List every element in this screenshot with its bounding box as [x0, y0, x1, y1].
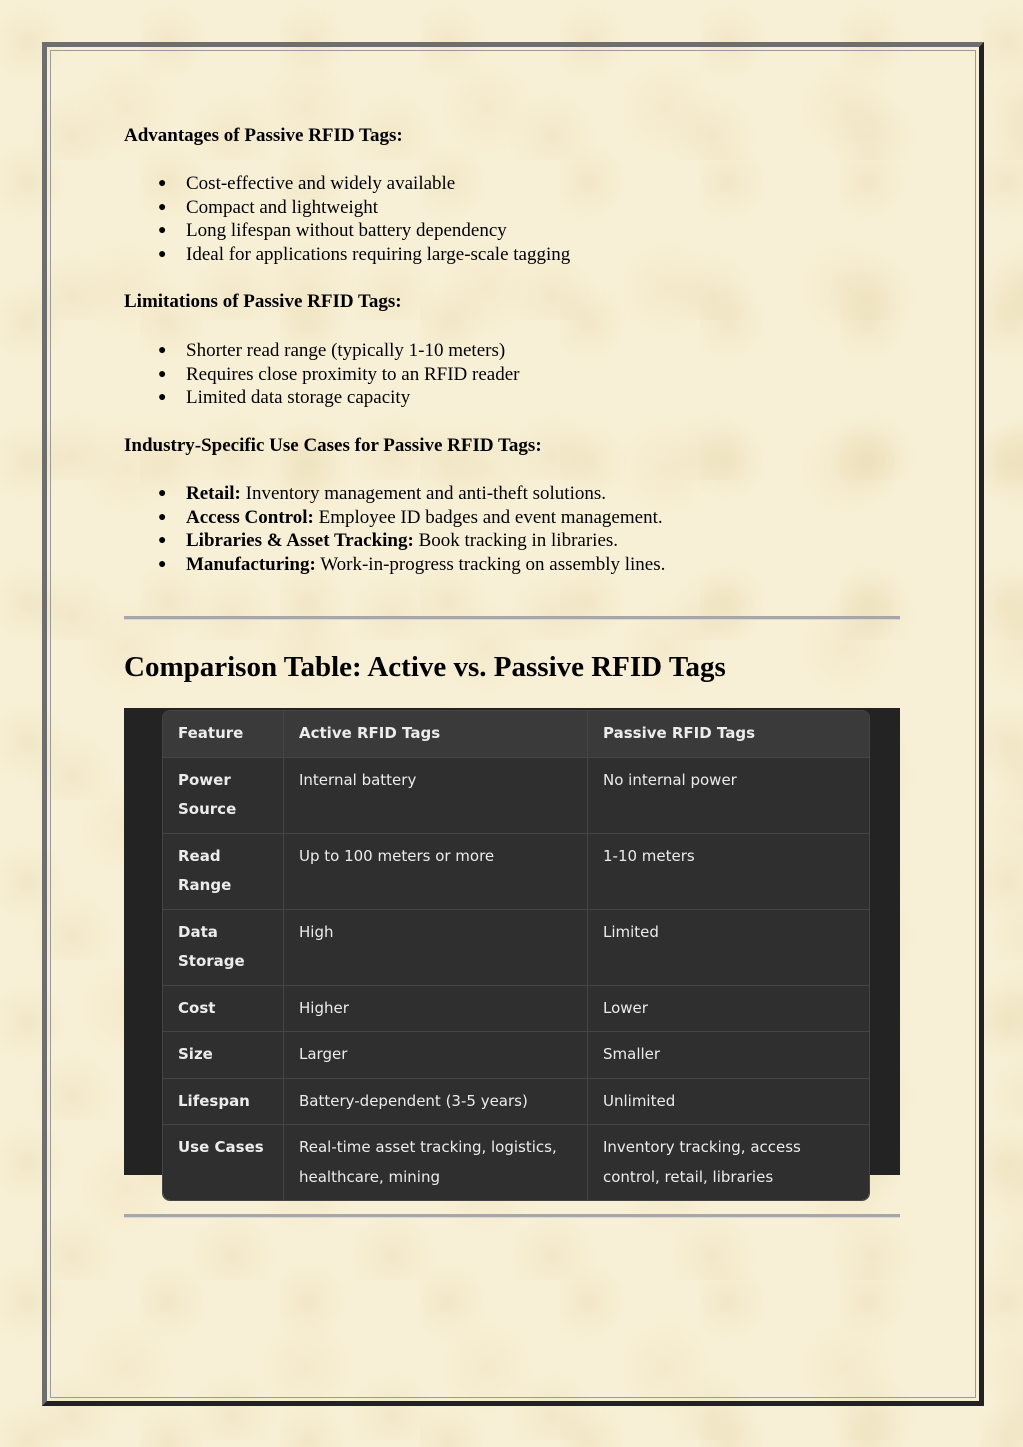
list-item — [124, 196, 570, 220]
bullet-icon: ● — [158, 176, 167, 191]
active-cell: Real-time asset tracking, logistics, healthcare, mining — [283, 1125, 587, 1200]
feature-cell: Power Source — [178, 770, 237, 818]
bullet-icon: ● — [158, 343, 167, 358]
bullet-icon: ● — [158, 533, 167, 549]
list-item — [124, 553, 665, 577]
table-row — [163, 1078, 869, 1125]
divider — [124, 616, 900, 620]
use-cases-heading: Industry-Specific Use Cases for Passive RFID Tags: — [124, 435, 542, 456]
passive-cell: Limited — [587, 910, 869, 985]
list-item — [124, 243, 570, 267]
use-case-label: Access Control: — [186, 506, 314, 528]
comparison-table-image — [124, 708, 900, 1186]
table-row — [163, 1124, 869, 1200]
header-feature: Feature — [178, 724, 244, 742]
limitations-heading: Limitations of Passive RFID Tags: — [124, 291, 402, 312]
list-item-text: Shorter read range (typically 1-10 meters) — [186, 340, 506, 361]
list-item-text: Compact and lightweight — [186, 196, 379, 218]
limitations-list — [124, 339, 519, 410]
passive-cell: No internal power — [587, 758, 869, 833]
use-case-label: Retail: — [186, 483, 241, 504]
list-item — [124, 172, 570, 196]
bullet-icon: ● — [158, 223, 167, 239]
table-row — [163, 909, 869, 985]
list-item — [124, 529, 665, 553]
table-row — [163, 985, 869, 1032]
use-case-text: Inventory management and anti-theft solutions. — [240, 483, 607, 504]
list-item — [124, 506, 665, 530]
table-row — [163, 833, 869, 909]
use-cases-list — [124, 482, 665, 577]
table-body — [163, 757, 869, 1201]
divider — [124, 1214, 900, 1218]
list-item — [124, 219, 570, 243]
use-case-text: Work-in-progress tracking on assembly lines. — [315, 554, 666, 576]
list-item-text: Ideal for applications requiring large-scale tagging — [186, 244, 571, 266]
comparison-title: Comparison Table: Active vs. Passive RFID Tags — [124, 651, 726, 683]
feature-cell: Cost — [178, 998, 216, 1017]
bullet-icon: ● — [158, 390, 167, 406]
table-row — [163, 1031, 869, 1078]
feature-cell: Read Range — [178, 846, 232, 894]
list-item-text: Requires close proximity to an RFID reader — [186, 363, 520, 385]
active-cell: Internal battery — [283, 758, 587, 833]
active-cell: High — [283, 910, 587, 985]
active-cell: Battery-dependent (3-5 years) — [283, 1079, 587, 1125]
feature-cell: Use Cases — [178, 1138, 264, 1156]
active-cell: Up to 100 meters or more — [283, 834, 587, 909]
list-item-text: Cost-effective and widely available — [186, 173, 456, 194]
active-cell: Larger — [283, 1032, 587, 1078]
passive-cell: Inventory tracking, access control, retail, libraries — [587, 1125, 869, 1200]
feature-cell: Size — [178, 1045, 213, 1063]
bullet-icon: ● — [158, 486, 167, 501]
bullet-icon: ● — [158, 199, 167, 215]
active-cell: Higher — [283, 986, 587, 1032]
header-passive: Passive RFID Tags — [587, 711, 869, 757]
use-case-label: Libraries & Asset Tracking: — [186, 530, 414, 552]
comparison-table — [162, 710, 870, 1201]
feature-cell: Data Storage — [178, 922, 245, 970]
table-header-row — [163, 711, 869, 757]
passive-cell: Lower — [587, 986, 869, 1032]
list-item — [124, 386, 519, 410]
list-item — [124, 363, 519, 387]
bullet-icon: ● — [158, 366, 167, 382]
feature-cell: Lifespan — [178, 1091, 250, 1110]
header-active: Active RFID Tags — [283, 711, 587, 757]
list-item-text: Long lifespan without battery dependency — [186, 220, 507, 242]
list-item — [124, 482, 665, 506]
advantages-list — [124, 172, 570, 267]
bullet-icon: ● — [158, 509, 167, 525]
use-case-label: Manufacturing: — [186, 554, 316, 576]
list-item — [124, 339, 519, 363]
use-case-text: Employee ID badges and event management. — [313, 506, 663, 528]
bullet-icon: ● — [158, 557, 167, 573]
bullet-icon: ● — [158, 247, 167, 263]
passive-cell: Smaller — [587, 1032, 869, 1078]
passive-cell: Unlimited — [587, 1079, 869, 1125]
passive-cell: 1-10 meters — [587, 834, 869, 909]
use-case-text: Book tracking in libraries. — [413, 530, 619, 552]
list-item-text: Limited data storage capacity — [186, 387, 411, 409]
advantages-heading: Advantages of Passive RFID Tags: — [124, 125, 403, 146]
table-row — [163, 757, 869, 833]
